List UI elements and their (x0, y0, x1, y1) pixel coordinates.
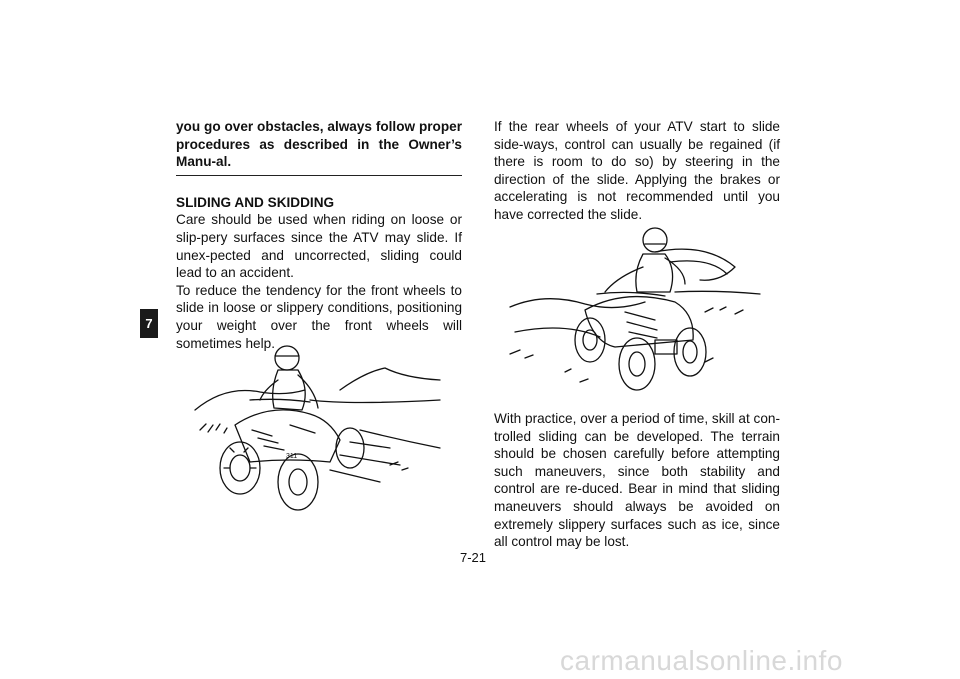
svg-text:311: 311 (286, 453, 298, 460)
right-column-bottom (494, 410, 780, 551)
warning-tail: you go over obstacles, always follow proper procedures as described in the Owner’s Manu-al. (176, 119, 462, 170)
atv-sliding-illustration-right (505, 222, 765, 400)
left-column (176, 118, 462, 352)
chapter-tab: 7 (140, 309, 158, 338)
page-number: 7-21 (460, 550, 487, 565)
paragraph-front-wheels: To reduce the tendency for the front wheels to slide in loose or slippery conditions, positioning your weight over the front wheels will sometimes help. (176, 282, 462, 351)
paragraph-sliding-intro: Care should be used when riding on loose or slip-pery surfaces since the ATV may slide. If unex-pected and uncorrected, sliding could lead to an accident. (176, 212, 462, 281)
right-column-top (494, 118, 780, 224)
paragraph-rear-slide: If the rear wheels of your ATV start to slide side-ways, control can usually be regained (if there is room to do so) by steering in the direction of the slide. Applying the brakes or accelerating is not recommended until you have corrected the slide. (494, 119, 780, 222)
warning-rule (176, 175, 462, 176)
section-heading: SLIDING AND SKIDDING (176, 194, 335, 210)
watermark-text: carmanualsonline.info (560, 645, 843, 676)
paragraph-controlled-sliding: With practice, over a period of time, skill at con-trolled sliding can be developed. The terrain should be chosen carefully before attempting such maneuvers, since both stability and control are re-duced. Bear in mind that sliding maneuvers should always be avoided on extremely slippery surfaces such as ice, since all control may be lost. (494, 411, 780, 550)
atv-rider-illustration-left (190, 330, 445, 525)
